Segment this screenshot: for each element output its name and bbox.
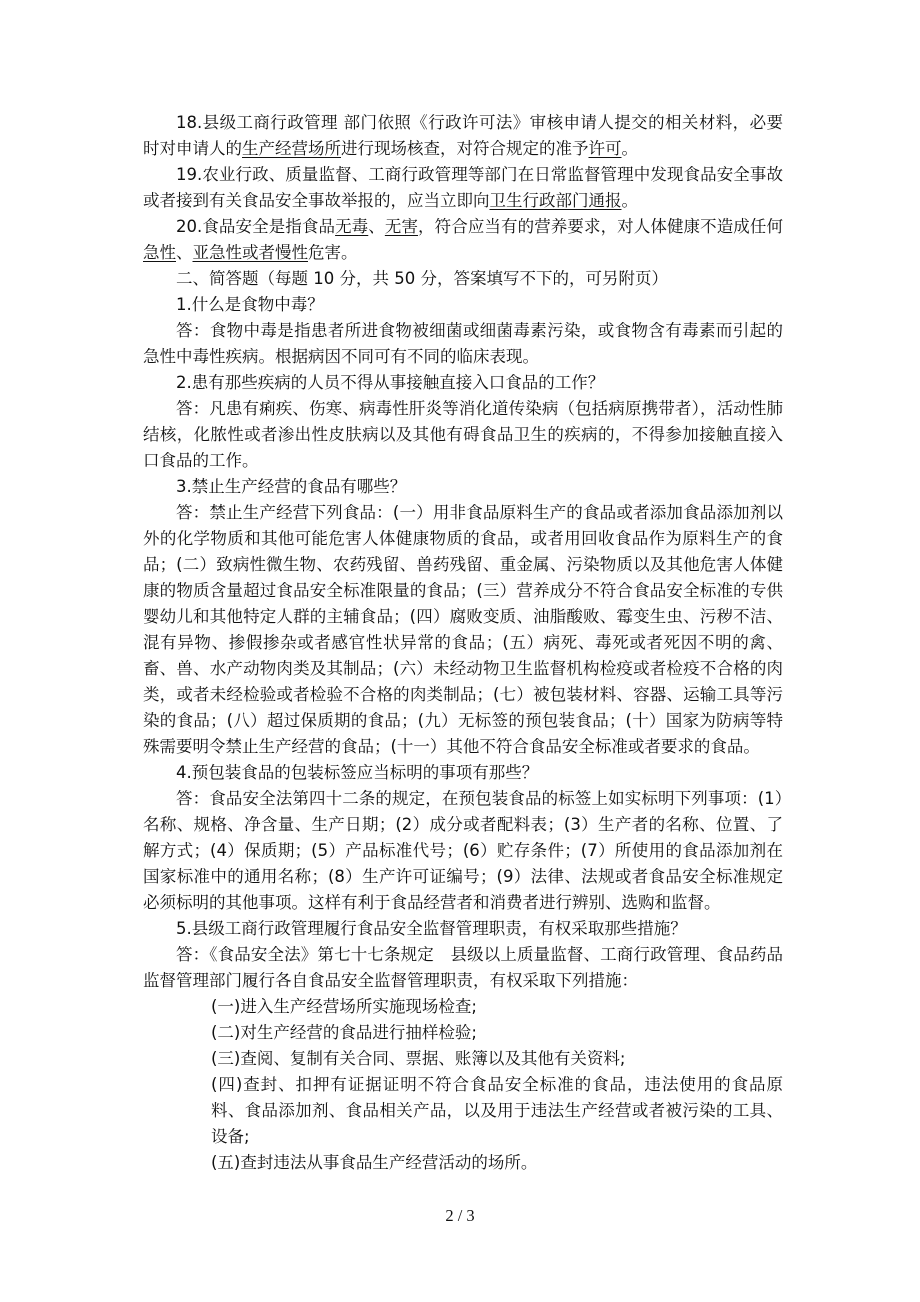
question-text: 18.县级工商行政管理 部门依照《行政许可法》审核申请人提交的相关材料，必要时对申请人的: [143, 113, 783, 158]
answer-blank: 无害: [384, 217, 419, 236]
measure-item: (二)对生产经营的食品进行抽样检验;: [211, 1023, 477, 1042]
answer-2: 答：凡患有痢疾、伤寒、病毒性肝炎等消化道传染病（包括病原携带者），活动性肺结核，化脓性或者渗出性皮肤病以及其他有碍食品卫生的疾病的，不得参加接触直接入口食品的工作。: [143, 399, 783, 470]
question-text: 、: [176, 243, 193, 262]
answer-blank: 卫生行政部门通报: [489, 191, 622, 210]
answer-blank: 生产经营场所: [242, 139, 341, 158]
question-text: ，符合应当有的营养要求，对人体健康不造成任何: [418, 217, 783, 236]
question-2: 2.患有那些疾病的人员不得从事接触直接入口食品的工作？: [176, 373, 605, 392]
question-text: 、: [368, 217, 385, 236]
answer-3: 答：禁止生产经营下列食品：(一）用非食品原料生产的食品或者添加食品添加剂以外的化学物质和其他可能危害人体健康物质的食品，或者用回收食品作为原料生产的食品；(二）致病性微生物、农药残留、兽药残留、重金属、污染物质以及其他危害人体健康的物质含量超过食品安全标准限量的食品；(三）营养成分不符合食品安全标准的专供婴幼儿和其他特定人群的主辅食品；(四）腐败变质、油脂酸败、霉变生虫、污秽不洁、混有异物、掺假掺杂或者感官性状异常的食品；(五）病死、毒死或者死因不明的禽、畜、兽、水产动物肉类及其制品；(六）未经动物卫生监督机构检疫或者检疫不合格的肉类，或者未经检验或者检验不合格的肉类制品；(七）被包装材料、容器、运输工具等污染的食品；(八）超过保质期的食品；(九）无标签的预包装食品；(十）国家为防病等特殊需要明令禁止生产经营的食品；(十一）其他不符合食品安全标准或者要求的食品。: [143, 503, 783, 756]
question-text: 20.食品安全是指食品: [176, 217, 336, 236]
answer-blank: 无毒: [335, 217, 369, 236]
answer-blank: 许可: [588, 139, 622, 158]
question-4: 4.预包装食品的包装标签应当标明的事项有那些？: [176, 763, 539, 782]
answer-1: 答：食物中毒是指患者所进食物被细菌或细菌毒素污染，或食物含有毒素而引起的急性中毒性疾病。根据病因不同可有不同的临床表现。: [143, 321, 783, 366]
answer-blank: 急性: [143, 243, 176, 262]
question-text: 。: [621, 191, 638, 210]
question-text: 19.农业行政、质量监督、工商行政管理等部门在日常监督管理中发现食品安全事故或者接到有关食品安全事故举报的，应当立即向: [143, 165, 783, 210]
question-20: [143, 214, 783, 266]
question-18: [143, 110, 783, 162]
measure-item: (三)查阅、复制有关合同、票据、账簿以及其他有关资料;: [211, 1049, 626, 1068]
question-19: [143, 162, 783, 214]
question-text: 危害。: [308, 243, 358, 262]
answer-blank: 亚急性或者慢性: [192, 243, 308, 262]
measure-item: (四)查封、扣押有证据证明不符合食品安全标准的食品，违法使用的食品原料、食品添加剂、食品相关产品，以及用于违法生产经营或者被污染的工具、设备;: [211, 1075, 783, 1146]
question-3: 3.禁止生产经营的食品有哪些？: [176, 477, 407, 496]
question-text: 进行现场核查，对符合规定的准予: [341, 139, 589, 158]
question-1: 1.什么是食物中毒？: [176, 295, 324, 314]
answer-4: 答：食品安全法第四十二条的规定，在预包装食品的标签上如实标明下列事项：(1）名称、规格、净含量、生产日期；(2）成分或者配料表；(3）生产者的名称、位置、了解方式；(4）保质期；(5）产品标准代号；(6）贮存条件；(7）所使用的食品添加剂在国家标准中的通用名称；(8）生产许可证编号；(9）法律、法规或者食品安全标准规定必须标明的其他事项。这样有利于食品经营者和消费者进行辨别、选购和监督。: [143, 789, 783, 912]
measure-item: (一)进入生产经营场所实施现场检查;: [211, 997, 477, 1016]
answer-5: 答：《食品安全法》第七十七条规定 县级以上质量监督、工商行政管理、食品药品监督管理部门履行各自食品安全监督管理职责，有权采取下列措施：: [143, 945, 783, 990]
section-heading: 二、简答题（每题 10 分，共 50 分，答案填写不下的，可另附页）: [176, 269, 668, 288]
question-5: 5.县级工商行政管理履行食品安全监督管理职责，有权采取那些措施？: [176, 919, 687, 938]
page-number: 2 / 3: [445, 1206, 475, 1225]
page-content: [143, 110, 783, 1176]
measure-item: (五)查封违法从事食品生产经营活动的场所。: [211, 1153, 538, 1172]
question-text: 。: [621, 139, 638, 158]
